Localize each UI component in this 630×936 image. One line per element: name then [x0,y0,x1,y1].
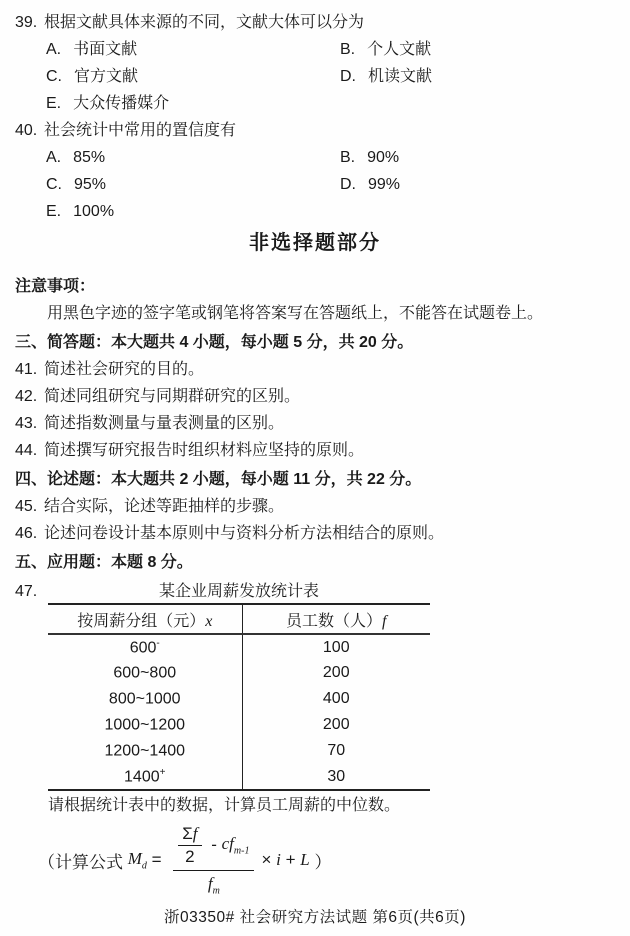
count-cell: 200 [322,716,350,733]
option-label: E. [46,95,62,112]
option-text: 大众传播媒介 [73,95,170,112]
formula-prefix: （计算公式 [38,852,128,872]
question-text: 简述社会研究的目的。 [44,361,205,378]
question-number: 46. [15,525,38,542]
option-label: E. [46,203,62,220]
section-5-heading: 五、应用题：本题 8 分。 [15,554,193,571]
count-cell: 30 [327,767,346,785]
group-cell: 1400+ [48,764,242,790]
sigma-f-over-2 [178,824,201,867]
option-label: D. [340,68,356,85]
option-label: D. [340,176,356,193]
page-footer: 浙03350# 社会研究方法试题 第6页(共6页) [164,909,466,926]
group-cell: 1200~1400 [48,738,242,764]
group-cell: 600~800 [48,660,242,686]
option-text: 100% [73,203,115,220]
median-formula [38,823,615,897]
sigma-f: Σf [178,824,201,846]
times-sign: × [261,850,277,869]
question-number: 39. [15,14,38,31]
question-text: 根据文献具体来源的不同，文献大体可以分为 [44,14,365,31]
column-header-count [242,604,430,634]
option-40-b [340,144,399,171]
group-cell: 800~1000 [48,686,242,712]
count-cell: 100 [322,638,350,656]
question-number: 42. [15,388,38,405]
option-text: 书面文献 [73,41,138,58]
question-44 [15,437,615,464]
option-text: 99% [368,176,401,193]
denominator-2: 2 [185,846,195,866]
option-label: B. [340,149,356,166]
option-text: 机读文献 [368,68,433,85]
option-40-a [46,144,340,171]
question-text: 论述问卷设计基本原则中与资料分析方法相结合的原则。 [44,525,445,542]
notice-title: 注意事项： [15,278,96,295]
option-39-c [46,63,340,90]
question-text: 简述同组研究与同期群研究的区别。 [44,388,301,405]
table-row [48,764,430,790]
option-label: C. [46,68,62,85]
question-43 [15,410,615,437]
question-41 [15,356,615,383]
part-heading: 非选择题部分 [249,232,381,254]
option-label: C. [46,176,62,193]
question-47-header [15,580,615,603]
column-header-label: 按周薪分组（元） [77,612,206,630]
column-header-variable: f [382,612,387,630]
question-46 [15,520,615,547]
option-40-c [46,171,340,198]
question-45 [15,493,615,520]
option-text: 90% [367,149,400,166]
question-47-instruction: 请根据统计表中的数据，计算员工周薪的中位数。 [48,797,401,814]
column-header-group [48,604,242,634]
question-text: 简述撰写研究报告时组织材料应坚持的原则。 [44,442,365,459]
option-40-d [340,171,400,198]
section-4-heading: 四、论述题：本大题共 2 小题，每小题 11 分，共 22 分。 [15,471,422,488]
option-label: A. [46,149,62,166]
section-3-heading: 三、简答题：本大题共 4 小题，每小题 5 分，共 20 分。 [15,334,414,351]
table-row [48,712,430,738]
option-39-b [340,36,431,63]
table-row [48,686,430,712]
fraction-numerator [173,824,254,871]
question-number: 44. [15,442,38,459]
minus-sign: - [206,835,222,855]
question-number: 40. [15,122,38,139]
group-cell: 1000~1200 [48,712,242,738]
question-text: 社会统计中常用的置信度有 [44,122,237,139]
question-number: 43. [15,415,38,432]
formula-main-fraction [173,824,254,896]
count-cell: 400 [322,690,350,707]
notice-body: 用黑色字迹的签字笔或钢笔将答案写在答题纸上，不能答在试题卷上。 [47,305,544,322]
option-label: B. [340,41,356,58]
fraction-denominator: $f_m$ [207,873,220,897]
question-number: 41. [15,361,38,378]
question-number: 45. [15,498,38,515]
question-text: 简述指数测量与量表测量的区别。 [44,415,285,432]
interval-variable: i [276,850,281,869]
option-text: 个人文献 [367,41,432,58]
salary-statistics-table [48,603,430,791]
option-text: 85% [73,149,106,166]
table-header-row [48,604,430,634]
table-row [48,660,430,686]
plus-sign: + [280,850,301,869]
option-39-a [46,36,340,63]
count-cell: 70 [327,742,346,759]
question-39 [15,9,615,117]
question-40 [15,117,615,225]
group-cell: 600- [48,634,242,660]
option-text: 95% [74,176,107,193]
column-header-label: 员工数（人） [286,612,383,630]
question-number: 47. [15,583,38,600]
option-40-e [46,198,340,225]
question-42 [15,383,615,410]
lower-limit-variable: L [300,850,310,869]
table-title: 某企业周薪发放统计表 [158,583,319,600]
cumulative-frequency-term: $cf_{m-1}$ [221,834,250,857]
count-cell: 200 [322,664,350,681]
equals-sign: = [146,850,167,869]
formula-suffix: ） [309,852,332,872]
option-39-d [340,63,432,90]
column-header-variable: x [205,612,213,630]
option-39-e [46,90,340,117]
option-label: A. [46,41,62,58]
table-row [48,634,430,660]
option-text: 官方文献 [74,68,139,85]
table-row [48,738,430,764]
formula-md-term: $M_d$ [127,848,147,872]
question-text: 结合实际，论述等距抽样的步骤。 [44,498,285,515]
